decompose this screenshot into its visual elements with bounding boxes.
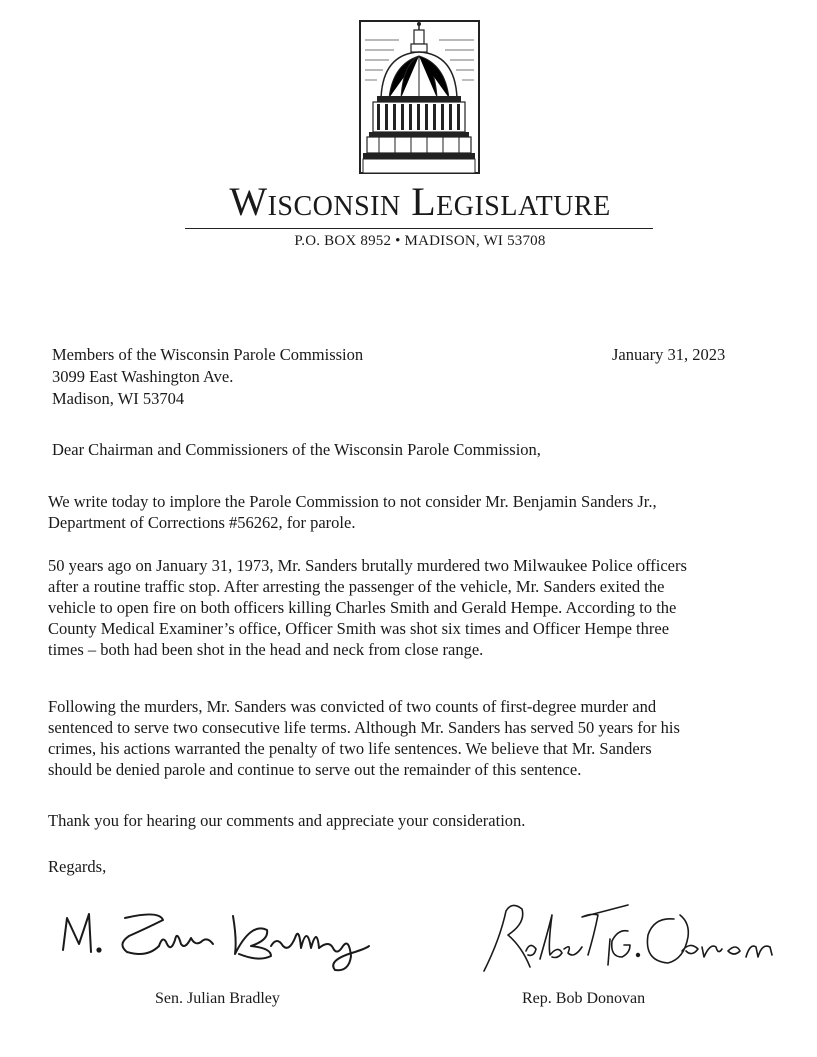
signatory-name-right: Rep. Bob Donovan <box>522 990 646 1007</box>
paragraph-line: times – both had been shot in the head and neck from close range. <box>48 640 484 659</box>
paragraph-2 <box>48 555 788 660</box>
paragraph-3 <box>48 696 788 780</box>
recipient-line: 3099 East Washington Ave. <box>52 367 234 386</box>
paragraph-line: crimes, his actions warranted the penalty of two life sentences. We believe that Mr. Sanders <box>48 739 652 758</box>
paragraph-line: County Medical Examiner’s office, Officer Smith was shot six times and Officer Hempe three <box>48 619 670 638</box>
paragraph-line: vehicle to open fire on both officers killing Charles Smith and Gerald Hempe. According to the <box>48 598 677 617</box>
closing: Regards, <box>48 857 107 876</box>
paragraph-line: sentenced to serve two consecutive life terms. Although Mr. Sanders has served 50 years for his <box>48 718 680 737</box>
paragraph-line: Following the murders, Mr. Sanders was convicted of two counts of first-degree murder and <box>48 697 657 716</box>
paragraph-4 <box>48 810 788 831</box>
signature-right <box>478 895 778 980</box>
capitol-dome-icon <box>359 20 480 174</box>
paragraph-line: after a routine traffic stop. After arresting the passenger of the vehicle, Mr. Sanders exited the <box>48 577 665 596</box>
paragraph-line: should be denied parole and continue to serve out the remainder of this sentence. <box>48 760 582 779</box>
paragraph-line: We write today to implore the Parole Commission to not consider Mr. Benjamin Sanders Jr., <box>48 492 657 511</box>
recipient-line: Members of the Wisconsin Parole Commission <box>52 345 364 364</box>
salutation: Dear Chairman and Commissioners of the Wisconsin Parole Commission, <box>52 440 541 459</box>
organization-name: Wisconsin Legislature <box>229 179 611 224</box>
paragraph-line: 50 years ago on January 31, 1973, Mr. Sanders brutally murdered two Milwaukee Police officers <box>48 556 687 575</box>
signatory-name-left: Sen. Julian Bradley <box>155 990 280 1007</box>
paragraph-line: Department of Corrections #56262, for parole. <box>48 513 356 532</box>
organization-address: P.O. BOX 8952 • MADISON, WI 53708 <box>294 233 546 249</box>
letter-date: January 31, 2023 <box>612 345 726 364</box>
signature-left <box>55 900 375 980</box>
paragraph-1 <box>48 491 788 533</box>
paragraph-line: Thank you for hearing our comments and appreciate your consideration. <box>48 811 526 830</box>
recipient-line: Madison, WI 53704 <box>52 389 185 408</box>
letterhead-rule <box>185 228 653 229</box>
